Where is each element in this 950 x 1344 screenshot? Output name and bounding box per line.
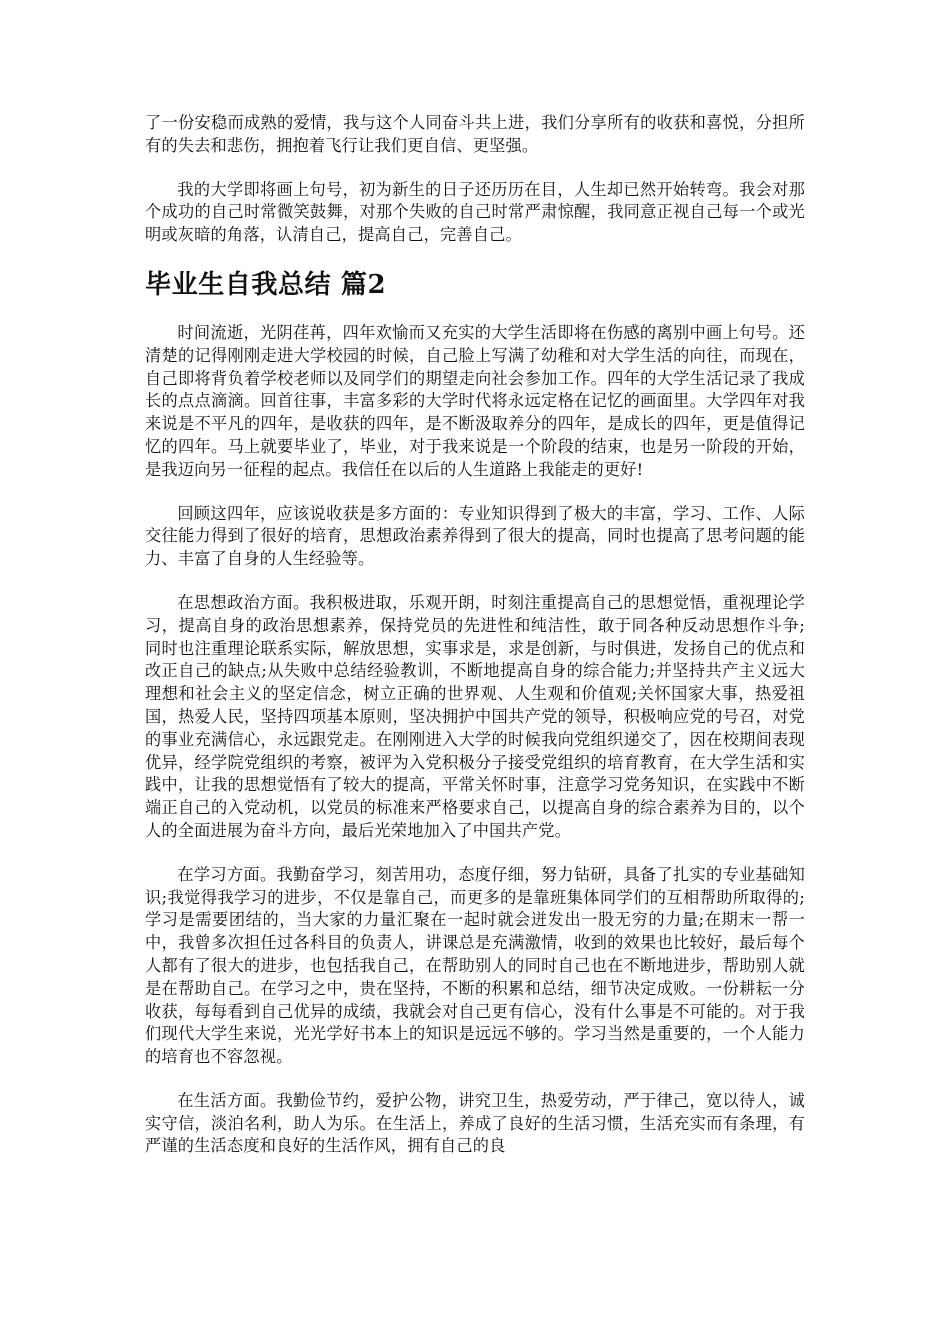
document-page (145, 112, 805, 1179)
paragraph-life: 在生活方面。我勤俭节约，爱护公物，讲究卫生，热爱劳动，严于律己，宽以待人，诚实守信，淡泊名利，助人为乐。在生活上，养成了良好的生活习惯，生活充实而有条理，有严谨的生活态度和良好的生活作风，拥有自己的良 (145, 1090, 805, 1156)
paragraph-intro: 时间流逝，光阴荏苒，四年欢愉而又充实的大学生活即将在伤感的离别中画上句号。还清楚的记得刚刚走进大学校园的时候，自己脸上写满了幼稚和对大学生活的向往，而现在，自己即将背负着学校老师以及同学们的期望走向社会参加工作。四年的大学生活记录了我成长的点点滴滴。回首往事，丰富多彩的大学时代将永远定格在记忆的画面里。大学四年对我来说是不平凡的四年，是收获的四年，是不断汲取养分的四年，是成长的四年，更是值得记忆的四年。马上就要毕业了，毕业，对于我来说是一个阶段的结束，也是另一阶段的开始，是我迈向另一征程的起点。我信任在以后的人生道路上我能走的更好! (145, 322, 805, 479)
paragraph-politics: 在思想政治方面。我积极进取，乐观开朗，时刻注重提高自己的思想觉悟，重视理论学习，提高自身的政治思想素养，保持党员的先进性和纯洁性，敢于同各种反动思想作斗争;同时也注重理论联系实际，解放思想，实事求是，求是创新，与时俱进，发扬自己的优点和改正自己的缺点;从失败中总结经验教训，不断地提高自身的综合能力;并坚持共产主义远大理想和社会主义的坚定信念，树立正确的世界观、人生观和价值观;关怀国家大事，热爱祖国，热爱人民，坚持四项基本原则，坚决拥护中国共产党的领导，积极响应党的号召，对党的事业充满信心，永远跟党走。在刚刚进入大学的时候我向党组织递交了，因在校期间表现优异，经学院党组织的考察，被评为入党积极分子接受党组织的培育教育，在大学生活和实践中，让我的思想觉悟有了较大的提高，平常关怀时事，注意学习党务知识，在实践中不断端正自己的入党动机，以党员的标准来严格要求自己，以提高自身的综合素养为目的，以个人的全面进展为奋斗方向，最后光荣地加入了中国共产党。 (145, 592, 805, 840)
paragraph-review: 回顾这四年，应该说收获是多方面的：专业知识得到了极大的丰富，学习、工作、人际交往能力得到了很好的培育，思想政治素养得到了很大的提高，同时也提高了思考问题的能力、丰富了自身的人生经验等。 (145, 503, 805, 569)
paragraph-closing: 我的大学即将画上句号，初为新生的日子还历历在目，人生却已然开始转弯。我会对那个成功的自己时常微笑鼓舞，对那个失败的自己时常严肃惊醒，我同意正视自己每一个或光明或灰暗的角落，认清自己，提高自己，完善自己。 (145, 179, 805, 245)
section-heading: 毕业生自我总结 篇2 (145, 269, 387, 300)
paragraph-continuation: 了一份安稳而成熟的爱情，我与这个人同奋斗共上进，我们分享所有的收获和喜悦，分担所有的失去和悲伤，拥抱着飞行让我们更自信、更坚强。 (145, 113, 805, 155)
paragraph-study: 在学习方面。我勤奋学习，刻苦用功，态度仔细，努力钻研，具备了扎实的专业基础知识;我觉得我学习的进步，不仅是靠自己，而更多的是靠班集体同学们的互相帮助所取得的;学习是需要团结的，当大家的力量汇聚在一起时就会迸发出一股无穷的力量;在期末一帮一中，我曾多次担任过各科目的负责人，讲课总是充满激情，收到的效果也比较好，最后每个人都有了很大的进步，也包括我自己，在帮助别人的同时自己也在不断地进步，帮助别人就是在帮助自己。在学习之中，贵在坚持，不断的积累和总结，细节决定成败。一份耕耘一分收获，每每看到自己优异的成绩，我就会对自己更有信心，没有什么事是不可能的。对于我们现代大学生来说，光光学好书本上的知识是远远不够的。学习当然是重要的，一个人能力的培育也不容忽视。 (145, 864, 805, 1067)
